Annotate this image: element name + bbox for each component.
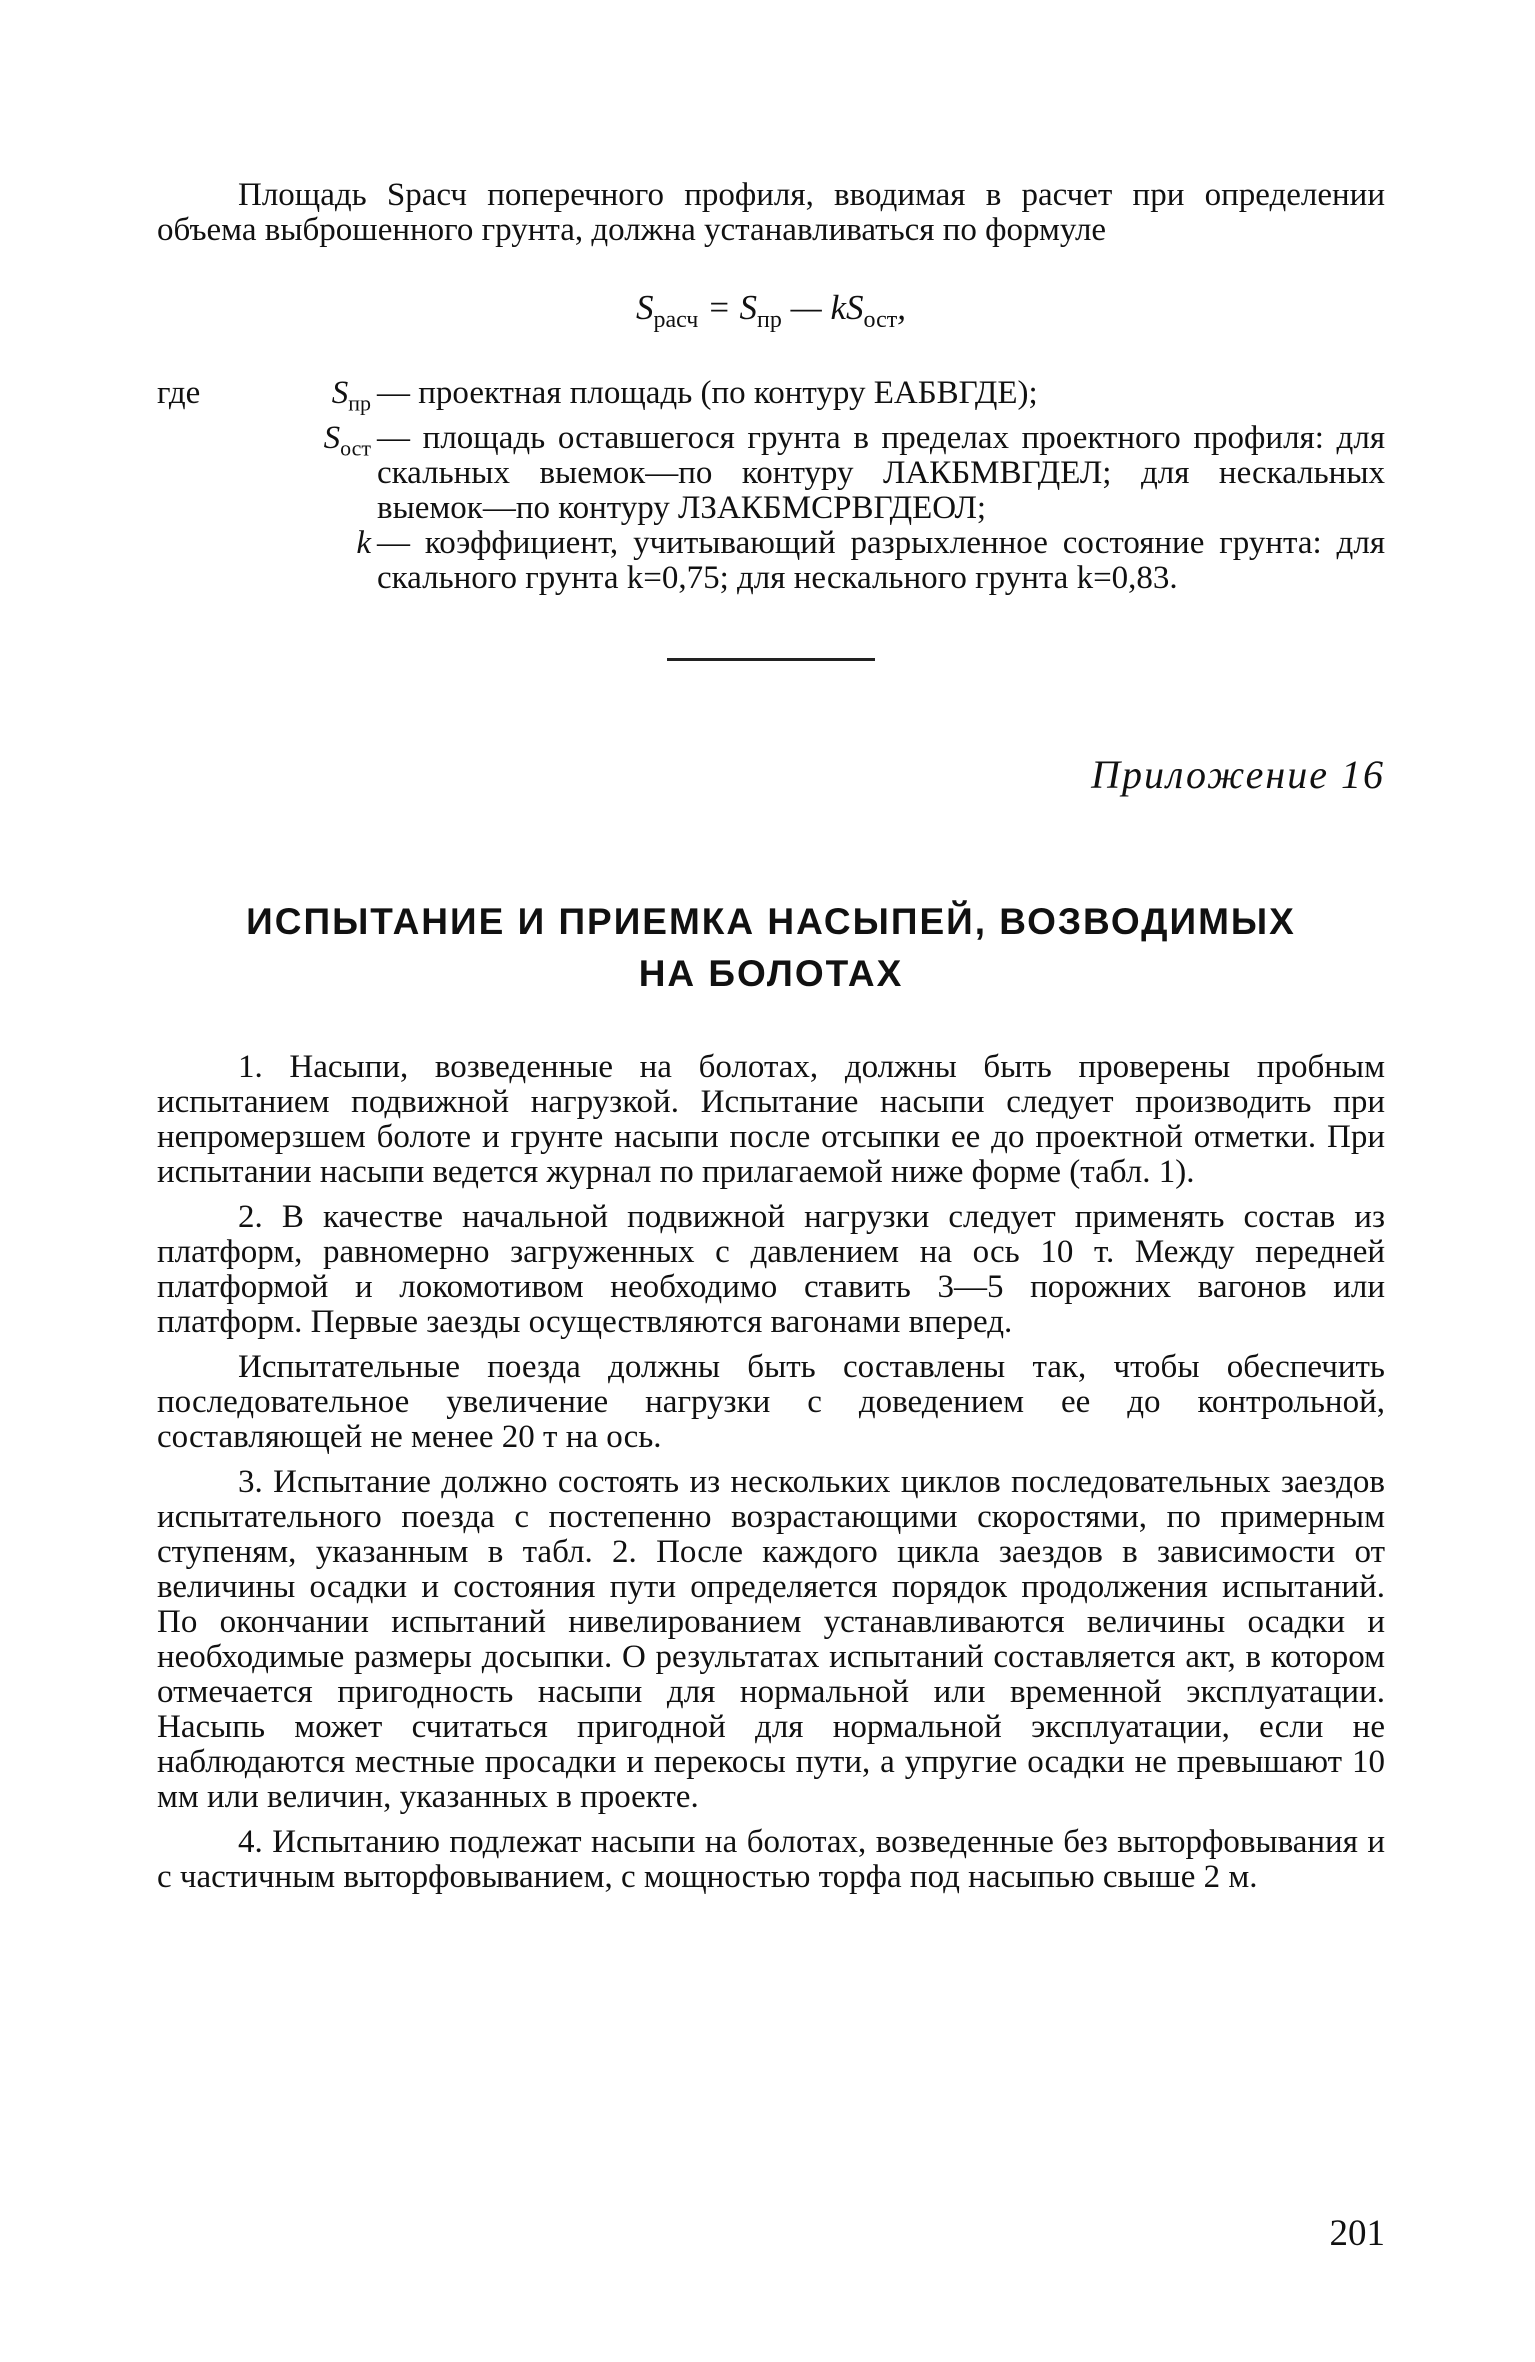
definition-symbol: k [356,524,371,561]
formula-equals: = [698,288,740,327]
intro-paragraph: Площадь Sрасч поперечного профиля, вводимая в расчет при определении объема выброшенного грунта, должна устанавливаться по формуле [157,177,1385,248]
paragraph-5: 4. Испытанию подлежат насыпи на болотах, возведенные без выторфовывания и с частичным выторфовыванием, с мощностью торфа под насыпью свыше 2 м. [157,1823,1385,1895]
section-heading [157,896,1385,1000]
definition-symbol: S [323,419,341,456]
formula-minus: — [781,288,831,327]
appendix-label: Приложение 16 [1091,751,1385,797]
paragraph-4: 3. Испытание должно состоять из нескольких циклов последовательных заездов испытательного поезда с постепенно возрастающими скоростями, по примерным ступеням, указанным в табл. 2. После каждого цикла заездов в зависимости от величины осадки и состояния пути определяется порядок продолжения испытаний. По окончании испытаний нивелированием устанавливаются величины осадки и необходимые размеры досыпки. О результатах испытаний составляется акт, в котором отмечается пригодность насыпи для нормальной или временной эксплуатации. Насыпь может считаться пригодной для нормальной эксплуатации, если не наблюдаются местные просадки и перекосы пути, а упругие осадки не превышают 10 мм или величин, указанных в проекте. [157,1463,1385,1815]
page-content [157,178,1385,1905]
formula-s-ost-sub: ост [863,307,898,333]
definition-text: — коэффициент, учитывающий разрыхленное состояние грунта: для скального грунта k=0,75; для нескального грунта k=0,83. [377,524,1385,596]
formula-trail: , [897,288,907,327]
definition-item [157,376,1385,421]
heading-line-1: ИСПЫТАНИЕ И ПРИЕМКА НАСЫПЕЙ, ВОЗВОДИМЫХ [246,900,1296,942]
definition-text: — площадь оставшегося грунта в пределах проектного профиля: для скальных выемок—по контуру ЛАКБМВГДЕЛ; для нескальных выемок—по контуру ЛЗАКБМСРВГДЕОЛ; [377,419,1385,526]
definition-text: — проектная площадь (по контуру ЕАБВГДЕ); [377,375,1038,411]
paragraph-2: 2. В качестве начальной подвижной нагрузки следует применять состав из платформ, равномерно загруженных с давлением на ось 10 т. Между передней платформой и локомотивом необходимо ставить 3—5 порожних вагонов или платформ. Первые заезды осуществляются вагонами вперед. [157,1198,1385,1340]
paragraph-1: 1. Насыпи, возведенные на болотах, должны быть проверены пробным испытанием подвижной нагрузкой. Испытание насыпи следует производить при непромерзшем болоте и грунте насыпи после отсыпки ее до проектной отметки. При испытании насыпи ведется журнал по прилагаемой ниже форме (табл. 1). [157,1048,1385,1190]
paragraph-3: Испытательные поезда должны быть составлены так, чтобы обеспечить последовательное увеличение нагрузки с доведением ее до контрольной, составляющей не менее 20 т на ось. [157,1348,1385,1455]
definitions-list [157,376,1385,596]
definition-item [157,421,1385,526]
definition-item [157,526,1385,596]
formula-s-calc: S [635,288,654,327]
heading-line-2: НА БОЛОТАХ [638,952,904,994]
formula-s-pr-sub: пр [757,307,782,333]
area-formula [157,288,1385,334]
definition-lead: где [157,375,201,411]
definition-symbol: S [331,375,349,411]
section-divider [667,658,875,661]
definition-symbol-sub: пр [348,390,371,416]
page-number: 201 [1329,2213,1385,2254]
formula-s-pr: S [739,288,757,327]
definition-symbol-sub: ост [340,435,371,461]
formula-k-s: kS [830,288,864,327]
formula-s-calc-sub: расч [653,307,699,333]
